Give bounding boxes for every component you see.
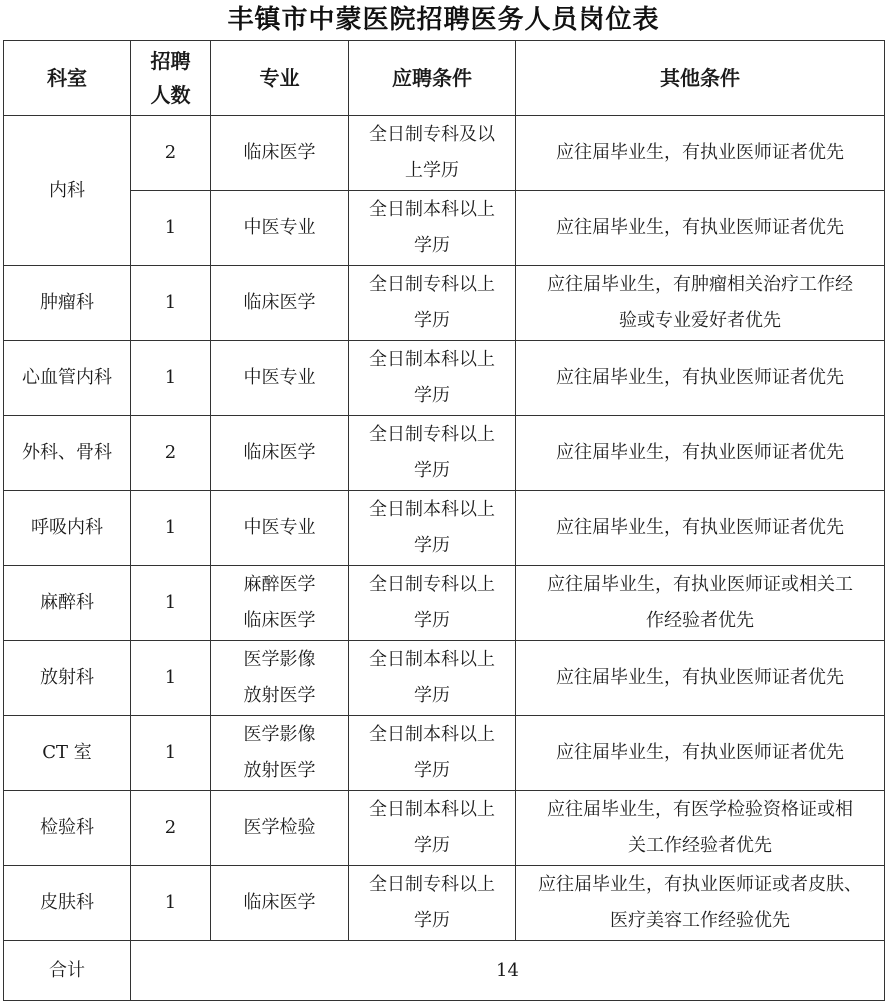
total-row bbox=[4, 941, 885, 1001]
table-row bbox=[4, 341, 885, 416]
cell-requirement: 全日制本科以上 学历 bbox=[349, 191, 516, 266]
cell-dept: CT 室 bbox=[4, 716, 131, 791]
cell-count: 1 bbox=[131, 566, 211, 641]
cell-requirement: 全日制本科以上 学历 bbox=[349, 791, 516, 866]
cell-major: 医学检验 bbox=[211, 791, 349, 866]
header-major: 专业 bbox=[211, 41, 349, 116]
cell-major: 中医专业 bbox=[211, 491, 349, 566]
table-header-row bbox=[4, 41, 885, 116]
cell-other: 应往届毕业生，有执业医师证或相关工 作经验者优先 bbox=[516, 566, 885, 641]
cell-major: 中医专业 bbox=[211, 191, 349, 266]
table-row bbox=[4, 716, 885, 791]
cell-requirement: 全日制本科以上 学历 bbox=[349, 641, 516, 716]
table-row bbox=[4, 191, 885, 266]
cell-dept: 检验科 bbox=[4, 791, 131, 866]
cell-dept: 肿瘤科 bbox=[4, 266, 131, 341]
cell-requirement: 全日制专科以上 学历 bbox=[349, 416, 516, 491]
cell-dept: 麻醉科 bbox=[4, 566, 131, 641]
cell-major: 医学影像 放射医学 bbox=[211, 716, 349, 791]
cell-count: 2 bbox=[131, 416, 211, 491]
header-count: 招聘 人数 bbox=[131, 41, 211, 116]
cell-other: 应往届毕业生，有医学检验资格证或相 关工作经验者优先 bbox=[516, 791, 885, 866]
cell-count: 1 bbox=[131, 866, 211, 941]
table-row bbox=[4, 641, 885, 716]
cell-requirement: 全日制本科以上 学历 bbox=[349, 716, 516, 791]
cell-other: 应往届毕业生，有执业医师证者优先 bbox=[516, 116, 885, 191]
cell-requirement: 全日制专科以上 学历 bbox=[349, 866, 516, 941]
cell-dept: 心血管内科 bbox=[4, 341, 131, 416]
cell-count: 1 bbox=[131, 491, 211, 566]
cell-other: 应往届毕业生，有执业医师证者优先 bbox=[516, 191, 885, 266]
cell-count: 2 bbox=[131, 791, 211, 866]
cell-dept: 外科、骨科 bbox=[4, 416, 131, 491]
table-row bbox=[4, 866, 885, 941]
cell-major: 临床医学 bbox=[211, 266, 349, 341]
cell-count: 1 bbox=[131, 266, 211, 341]
cell-other: 应往届毕业生，有执业医师证或者皮肤、 医疗美容工作经验优先 bbox=[516, 866, 885, 941]
cell-other: 应往届毕业生，有肿瘤相关治疗工作经 验或专业爱好者优先 bbox=[516, 266, 885, 341]
cell-dept: 放射科 bbox=[4, 641, 131, 716]
positions-table bbox=[3, 40, 885, 1001]
cell-major: 中医专业 bbox=[211, 341, 349, 416]
cell-major: 临床医学 bbox=[211, 416, 349, 491]
cell-requirement: 全日制专科以上 学历 bbox=[349, 266, 516, 341]
header-other: 其他条件 bbox=[516, 41, 885, 116]
table-row bbox=[4, 791, 885, 866]
header-dept: 科室 bbox=[4, 41, 131, 116]
cell-dept: 内科 bbox=[4, 116, 131, 266]
cell-requirement: 全日制专科及以 上学历 bbox=[349, 116, 516, 191]
cell-other: 应往届毕业生，有执业医师证者优先 bbox=[516, 641, 885, 716]
table-row bbox=[4, 116, 885, 191]
cell-count: 2 bbox=[131, 116, 211, 191]
cell-count: 1 bbox=[131, 716, 211, 791]
cell-other: 应往届毕业生，有执业医师证者优先 bbox=[516, 416, 885, 491]
cell-other: 应往届毕业生，有执业医师证者优先 bbox=[516, 716, 885, 791]
cell-major: 临床医学 bbox=[211, 866, 349, 941]
cell-count: 1 bbox=[131, 341, 211, 416]
table-row bbox=[4, 566, 885, 641]
cell-other: 应往届毕业生，有执业医师证者优先 bbox=[516, 341, 885, 416]
cell-major: 临床医学 bbox=[211, 116, 349, 191]
page-title: 丰镇市中蒙医院招聘医务人员岗位表 bbox=[227, 5, 660, 35]
cell-major: 麻醉医学 临床医学 bbox=[211, 566, 349, 641]
total-value: 14 bbox=[131, 941, 885, 1001]
table-row bbox=[4, 266, 885, 341]
cell-requirement: 全日制专科以上 学历 bbox=[349, 566, 516, 641]
cell-count: 1 bbox=[131, 641, 211, 716]
cell-dept: 皮肤科 bbox=[4, 866, 131, 941]
table-row bbox=[4, 416, 885, 491]
cell-other: 应往届毕业生，有执业医师证者优先 bbox=[516, 491, 885, 566]
header-requirement: 应聘条件 bbox=[349, 41, 516, 116]
cell-requirement: 全日制本科以上 学历 bbox=[349, 491, 516, 566]
total-label: 合计 bbox=[4, 941, 131, 1001]
cell-count: 1 bbox=[131, 191, 211, 266]
cell-requirement: 全日制本科以上 学历 bbox=[349, 341, 516, 416]
cell-major: 医学影像 放射医学 bbox=[211, 641, 349, 716]
cell-dept: 呼吸内科 bbox=[4, 491, 131, 566]
table-row bbox=[4, 491, 885, 566]
